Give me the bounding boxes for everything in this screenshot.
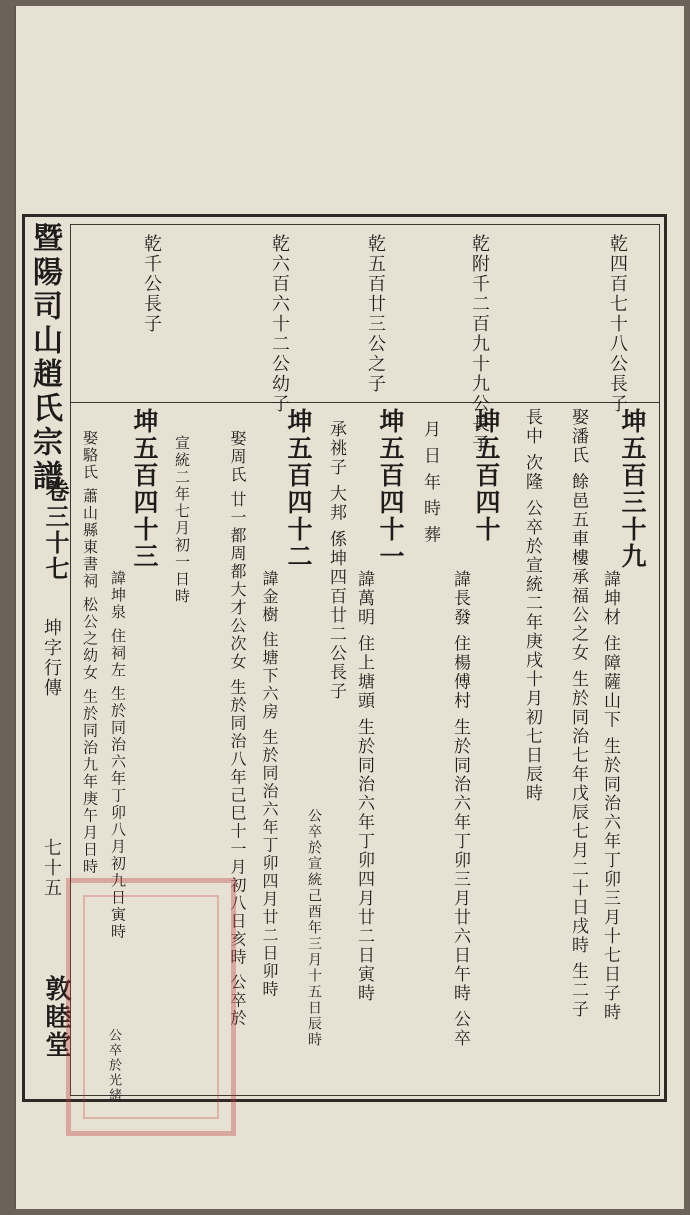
entry-540-detail: 諱長發 住楊傅村 生於同治六年丁卯三月廿六日午時 公卒 (450, 570, 470, 1049)
father-line-3: 乾五百廿三公之子 (365, 234, 386, 394)
entry-539-detail: 諱坤材 住障薩山下 生於同治六年丁卯三月十七日子時 (600, 570, 620, 1022)
father-line-4: 乾六百六十二公幼子 (269, 234, 290, 414)
volume-label: 卷三十七 (41, 478, 70, 582)
entry-542-name: 坤五百四十二 (284, 408, 313, 570)
entry-541-name: 坤五百四十一 (376, 408, 405, 570)
entry-542-death: 公卒於宣統己酉年三月十五日辰時 (306, 808, 322, 1048)
entry-539-name: 坤五百三十九 (618, 408, 647, 570)
page-number: 七十五 (41, 838, 62, 898)
entry-542-wife: 娶周氏 廿一都周都大才公次女 生於同治八年己巳十一月初八日亥時 公卒於 (228, 430, 247, 1028)
entry-539-sons: 長中 次隆 公卒於宣統二年庚戌十月初七日辰時 (522, 408, 542, 803)
entry-539-wife: 娶潘氏 餘邑五車樓承福公之女 生於同治七年戊辰七月二十日戌時 生二子 (568, 408, 588, 1020)
entry-543-name: 坤五百四十三 (130, 408, 159, 570)
hall-name: 敦睦堂 (41, 975, 71, 1059)
entry-541-detail: 諱萬明 住上塘頭 生於同治六年丁卯四月廿二日寅時 (354, 570, 374, 1003)
book-title: 暨陽司山趙氏宗譜 (27, 222, 62, 494)
entry-540-burial: 月 日 年 時 葬 (420, 420, 440, 545)
section-label: 坤字行傳 (41, 618, 62, 698)
entry-542-death-year: 宣統二年七月初一日時 (173, 435, 191, 605)
father-line-1: 乾四百七十八公長子 (607, 234, 628, 414)
entry-543-detail: 諱坤泉 住祠左 生於同治六年丁卯八月初九日寅時 (109, 570, 127, 941)
register-divider (70, 402, 660, 403)
entry-543-death: 公卒於光緒 (106, 1028, 121, 1103)
entry-543-wife: 娶駱氏 蕭山縣東書祠 松公之幼女 生於同治九年庚午月日時 (81, 430, 99, 876)
entry-540-name: 坤五百四十 (472, 408, 501, 543)
father-line-5: 乾千公長子 (141, 234, 162, 334)
entry-541-heir: 承祧子 大邦 係坤四百廿二公長子 (326, 420, 346, 701)
red-seal-stamp (66, 878, 236, 1136)
father-line-2: 乾附千二百九十九公長子 (469, 234, 490, 454)
entry-542-detail: 諱金樹 住塘下六房 生於同治六年丁卯四月廿二日卯時 (260, 570, 279, 999)
